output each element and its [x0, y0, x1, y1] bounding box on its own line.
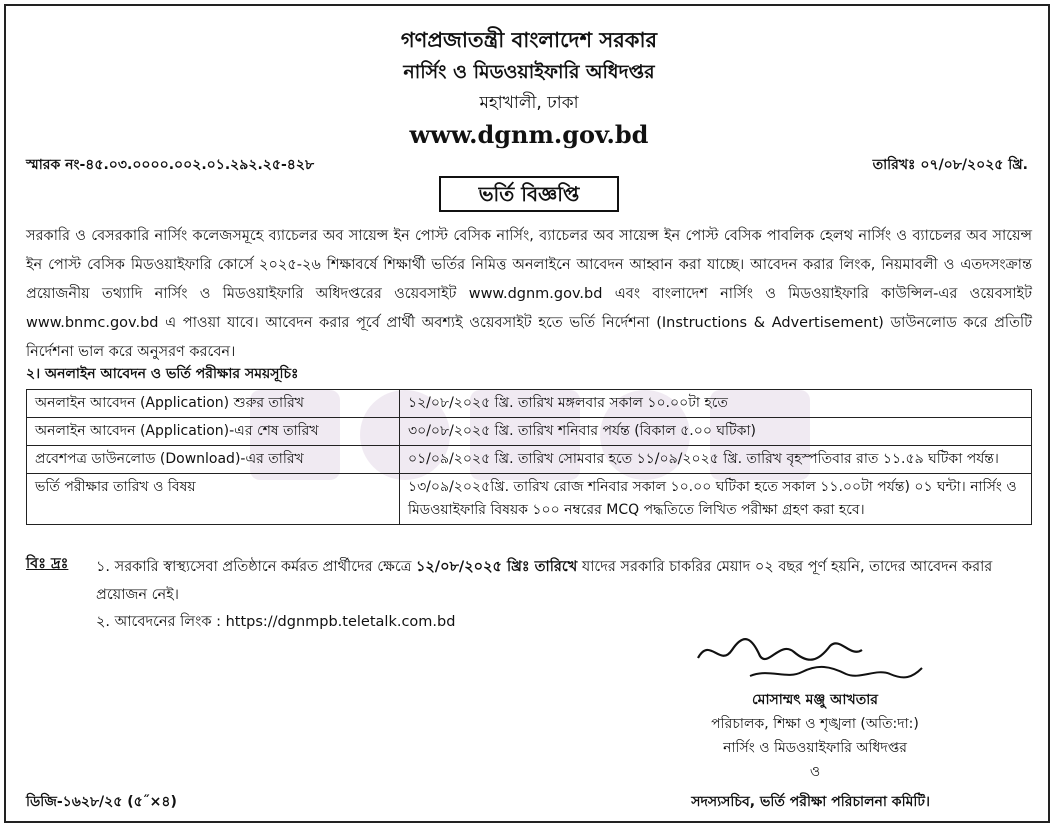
handwritten-signature	[690, 628, 930, 684]
note-label: বিঃ দ্রঃ	[26, 556, 69, 572]
table-row	[27, 446, 1032, 474]
schedule-value: ৩০/০৮/২০২৫ খ্রি. তারিখ শনিবার পর্যন্ত (বিকাল ৫.০০ ঘটিকা)	[400, 418, 1032, 446]
office-location: মহাখালী, ঢাকা	[479, 93, 579, 113]
schedule-label: প্রবেশপত্র ডাউনলোড (Download)-এর তারিখ	[27, 446, 400, 474]
website-link[interactable]: www.dgnm.gov.bd	[409, 120, 649, 149]
table-row	[27, 418, 1032, 446]
intro-paragraph: সরকারি ও বেসরকারি নার্সিং কলেজসমূহে ব্যাচেলর অব সায়েন্স ইন পোস্ট বেসিক নার্সিং, ব্যাচেলর অব সায়েন্স ইন পোস্ট বেসিক পাবলিক হেলথ নার্সিং ও ব্যাচেলর অব সায়েন্স ইন পোস্ট বেসিক মিডওয়াইফারি কোর্সে ২০২৫-২৬ শিক্ষাবর্ষে শিক্ষার্থী ভর্তির নিমিত্ত অনলাইনে আবেদন আহ্বান করা যাচ্ছে। আবেদন করার লিংক, নিয়মাবলী ও এতদসংক্রান্ত প্রয়োজনীয় তথ্যাদি নার্সিং ও মিডওয়াইফারি অধিদপ্তরের ওয়েবসাইট www.dgnm.gov.bd এবং বাংলাদেশ নার্সিং ও মিডওয়াইফারি কাউন্সিল-এর ওয়েবসাইট www.bnmc.gov.bd এ পাওয়া যাবে। আবেদন করার পূর্বে প্রার্থী অবশ্যই ওয়েবসাইট হতে ভর্তি নির্দেশনা (Instructions & Advertisement) ডাউনলোড করে প্রতিটি নির্দেশনা ভাল করে অনুসরণ করবেন।	[26, 228, 1032, 360]
notice-title: ভর্তি বিজ্ঞপ্তি	[439, 176, 619, 212]
schedule-value: ০১/০৯/২০২৫ খ্রি. তারিখ সোমবার হতে ১১/০৯/২০২৫ খ্রি. তারিখ বৃহস্পতিবার রাত ১১.৫৯ ঘটিকা পর্যন্ত।	[400, 446, 1032, 474]
signatory-name: মোসাম্মৎ মঞ্জু আখতার	[752, 692, 878, 708]
application-link[interactable]: ২. আবেদনের লিংক : https://dgnmpb.teletalk.com.bd	[96, 614, 456, 630]
signatory-designation: পরিচালক, শিক্ষা ও শৃঙ্খলা (অতি:দা:)	[711, 716, 919, 732]
signatory-office: নার্সিং ও মিডওয়াইফারি অধিদপ্তর	[723, 740, 907, 756]
notice-date: তারিখঃ ০৭/০৮/২০২৫ খ্রি.	[872, 157, 1028, 173]
schedule-label: অনলাইন আবেদন (Application) শুরুর তারিখ	[27, 390, 400, 418]
note-text: ১. সরকারি স্বাস্থ্যসেবা প্রতিষ্ঠানে কর্মরত প্রার্থীদের ক্ষেত্রে	[96, 559, 416, 575]
note-date-emphasis: ১২/০৮/২০২৫ খ্রিঃ তারিখে	[415, 559, 578, 575]
schedule-value: ১২/০৮/২০২৫ খ্রি. তারিখ মঙ্গলবার সকাল ১০.০০টা হতে	[400, 390, 1032, 418]
memo-number: স্মারক নং-৪৫.০৩.০০০০.০০২.০১.২৯২.২৫-৪২৮	[26, 157, 315, 173]
schedule-table	[26, 389, 1032, 525]
schedule-label: অনলাইন আবেদন (Application)-এর শেষ তারিখ	[27, 418, 400, 446]
schedule-value: ১৩/০৯/২০২৫খ্রি. তারিখ রোজ শনিবার সকাল ১০.০০ ঘটিকা হতে সকাল ১১.০০টা পর্যন্ত) ০১ ঘন্টা। নার্সিং ও মিডওয়াইফারি বিষয়ক ১০০ নম্বরের MCQ পদ্ধতিতে লিখিত পরীক্ষা গ্রহণ করা হবে।	[400, 474, 1032, 525]
footer-code: ডিজি-১৬২৮/২৫ (৫˝×৪)	[26, 794, 177, 810]
table-row	[27, 474, 1032, 525]
schedule-title: ২। অনলাইন আবেদন ও ভর্তি পরীক্ষার সময়সূচিঃ	[26, 366, 299, 382]
signatory-role: সদস্যসচিব, ভর্তি পরীক্ষা পরিচালনা কমিটি।	[691, 794, 930, 810]
directorate-title: নার্সিং ও মিডওয়াইফারি অধিদপ্তর	[403, 61, 655, 83]
note-text: যাদের সরকারি চাকরির মেয়াদ ০২ বছর পূর্ণ হয়নি, তাদের আবেদন করার প্রয়োজন নেই।	[96, 559, 993, 603]
table-row	[27, 390, 1032, 418]
note-item-1	[96, 553, 1026, 609]
signatory-conjunction: ও	[809, 764, 821, 780]
schedule-label: ভর্তি পরীক্ষার তারিখ ও বিষয়	[27, 474, 400, 525]
government-title: গণপ্রজাতন্ত্রী বাংলাদেশ সরকার	[400, 28, 658, 52]
signature-block	[600, 688, 1030, 784]
